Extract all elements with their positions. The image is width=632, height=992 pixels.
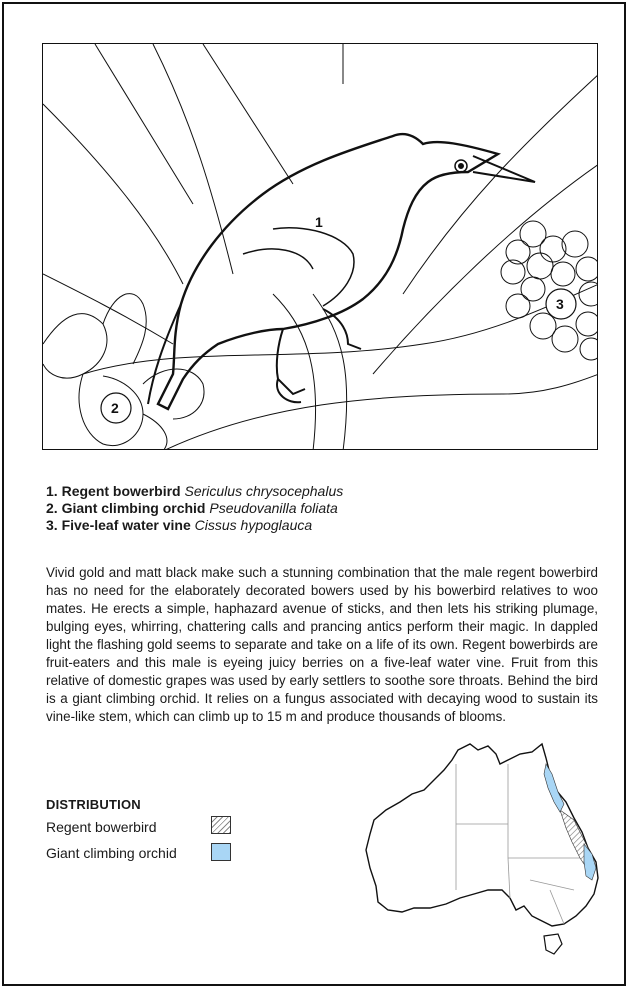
background-stem: [373, 164, 598, 374]
background-stem: [163, 374, 598, 450]
background-stem: [43, 274, 173, 344]
distribution-label-orchid: Giant climbing orchid: [46, 845, 177, 861]
bird-illustration: [43, 44, 598, 450]
species-common-name: Five-leaf water vine: [61, 517, 191, 533]
orchid-petal: [43, 314, 107, 379]
species-scientific-name: Cissus hypoglauca: [194, 517, 313, 533]
distribution-map: [360, 740, 610, 958]
species-scientific-name: Sericulus chrysocephalus: [184, 483, 344, 499]
bird-leg: [277, 329, 305, 394]
distribution-title: DISTRIBUTION: [46, 797, 141, 812]
background-stem: [43, 104, 183, 284]
orchid-petal: [143, 369, 204, 419]
species-common-name: Regent bowerbird: [61, 483, 181, 499]
species-item: [46, 500, 586, 517]
description-paragraph: Vivid gold and matt black make such a stunning combination that the male regent bowerbird has no need for the elaborately decorated bowers used by his bowerbird relatives to woo mates. He erects a simple, haphazard avenue of sticks, and then lets his striking plumage, bulging eyes, whirring, chattering calls and prancing antics perform their magic. In dappled light the flashing gold seems to separate and take on a life of its own. Regent bowerbirds are fruit-eaters and this male is eyeing juicy berries on a five-leaf water vine. Fruit from this relative of domestic grapes was used by early settlers to soothe sore throats. Behind the bird is a giant climbing orchid. It relies on a fungus associated with decaying wood to sustain its vine-like stem, which can climb up to 15 m and produce thousands of blooms.: [46, 565, 598, 725]
species-scientific-name: Pseudovanilla foliata: [209, 500, 338, 516]
species-item: [46, 483, 586, 500]
bird-wing: [243, 249, 313, 269]
hatched-swatch: [211, 816, 231, 834]
trunk-edge: [273, 294, 316, 450]
orchid-petal: [103, 294, 146, 364]
background-stem: [403, 74, 598, 294]
label-bird: 1: [315, 214, 323, 230]
tasmania: [544, 934, 562, 954]
illustration-labels: [101, 214, 576, 423]
species-item: [46, 517, 586, 534]
species-common-name: Giant climbing orchid: [61, 500, 206, 516]
species-number: 2.: [46, 500, 58, 516]
distribution-label-bowerbird: Regent bowerbird: [46, 819, 157, 835]
species-number: 1.: [46, 483, 58, 499]
label-vine: 3: [556, 296, 564, 312]
orchid-petal: [143, 414, 167, 450]
bird-outline: [158, 134, 498, 409]
bird-beak: [473, 156, 535, 182]
illustration-panel: [42, 43, 598, 450]
species-number: 3.: [46, 517, 58, 533]
background-stem: [95, 44, 193, 204]
background-stem: [83, 284, 598, 374]
bird-pupil: [459, 164, 464, 169]
blue-swatch: [211, 843, 231, 861]
background-stem: [203, 44, 293, 184]
australia-outline: [366, 744, 598, 926]
bird-leg: [323, 309, 361, 349]
label-orchid: 2: [111, 400, 119, 416]
species-list: [46, 483, 586, 534]
